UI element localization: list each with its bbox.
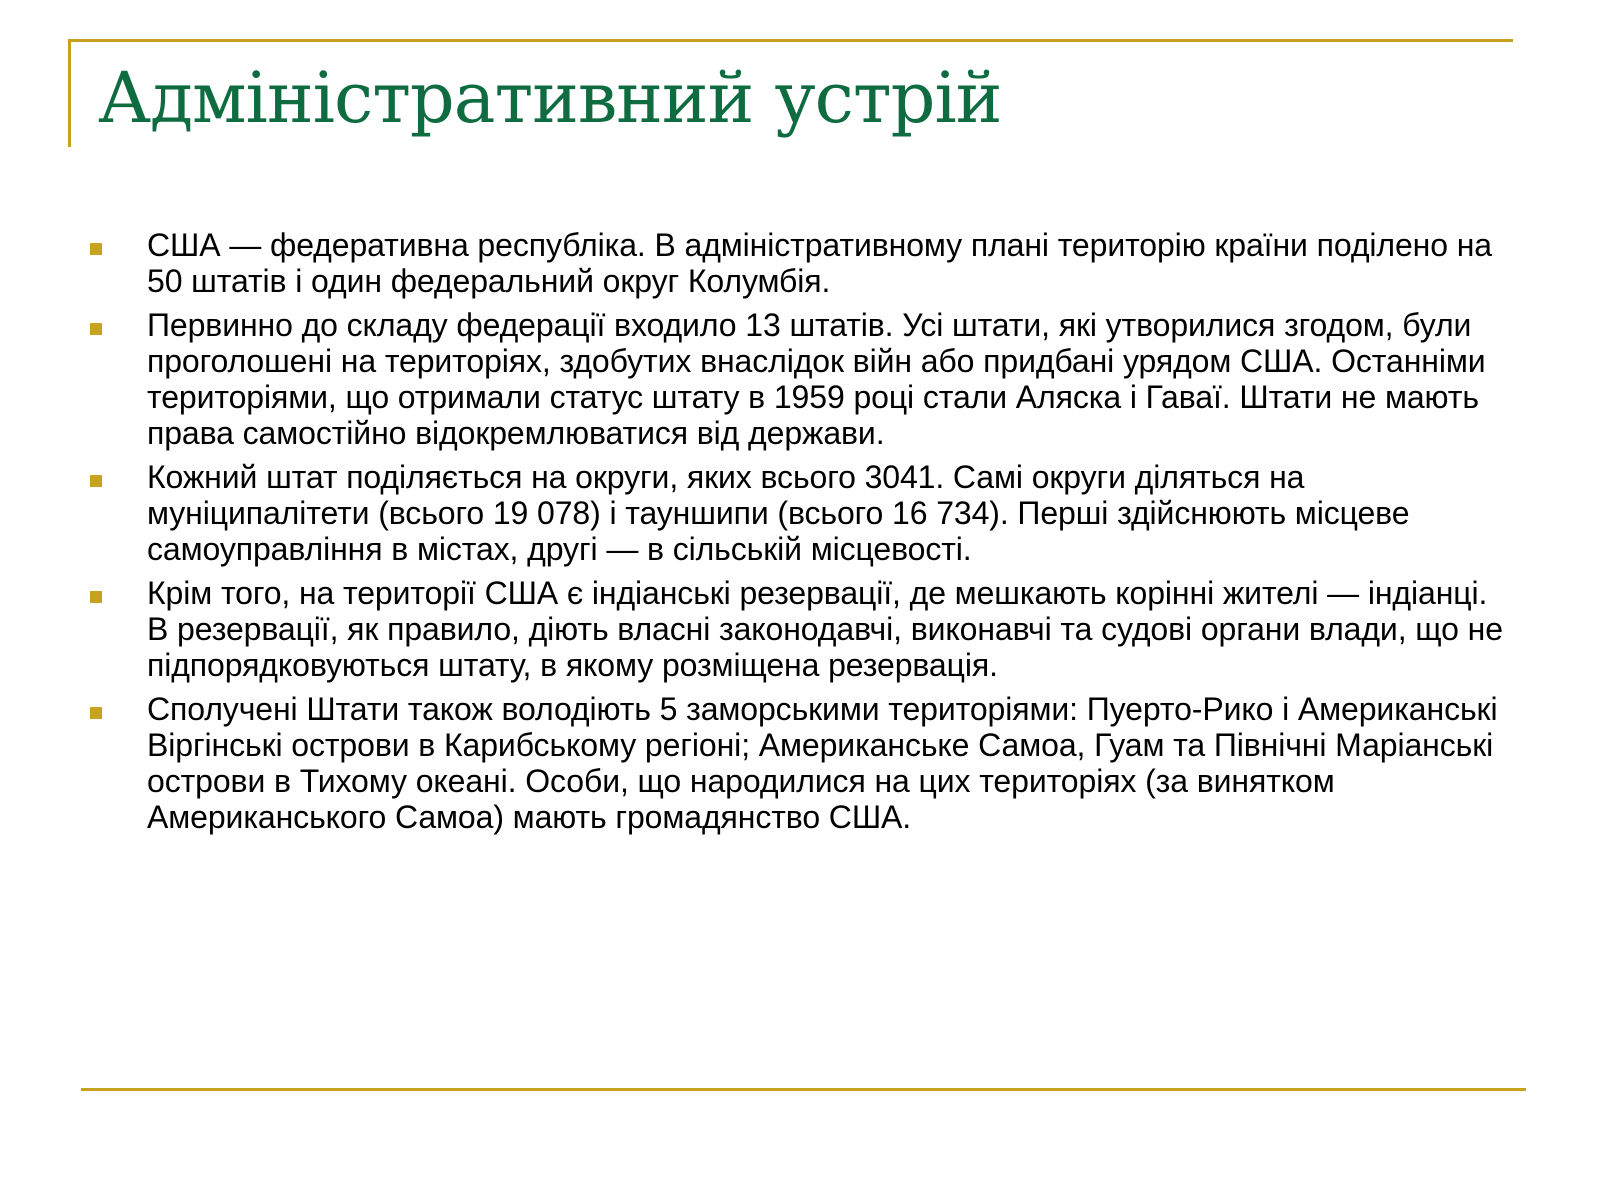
bullet-text: Крім того, на території США є індіанські резервації, де мешкають корінні жителі — індіанці. В резервації, як правило, діють власні законодавчі, виконавчі та судові органи влади, що не підпорядковуються штату, в якому розміщена резервація. — [147, 575, 1503, 683]
left-divider — [68, 39, 71, 147]
square-bullet-icon — [90, 475, 102, 487]
bullet-text: Кожний штат поділяється на округи, яких всього 3041. Самі округи діляться на муніципалітети (всього 19 078) і тауншипи (всього 16 734). Перші здійснюють місцеве самоуправління в містах, другі — в сільській місцевості. — [147, 459, 1410, 567]
bottom-divider — [81, 1088, 1526, 1091]
bullet-text: Сполучені Штати також володіють 5 заморськими територіями: Пуерто-Рико і Американські Віргінські острови в Карибському регіоні; Американське Самоа, Гуам та Північні Маріанські острови в Тихому океані. Особи, що народилися на цих територіях (за винятком Американського Самоа) мають громадянство США. — [147, 691, 1498, 835]
bullet-list — [90, 227, 1510, 843]
bullet-item-4 — [90, 575, 1510, 683]
square-bullet-icon — [90, 707, 102, 719]
slide-title: Адміністративний устрій — [98, 57, 1002, 139]
bullet-item-3 — [90, 459, 1510, 567]
bullet-item-5 — [90, 691, 1510, 835]
bullet-item-1 — [90, 227, 1510, 299]
top-divider — [68, 39, 1513, 42]
square-bullet-icon — [90, 591, 102, 603]
bullet-text: Первинно до складу федерації входило 13 штатів. Усі штати, які утворилися згодом, були проголошені на територіях, здобутих внаслідок війн або придбані урядом США. Останніми територіями, що отримали статус штату в 1959 році стали Аляска і Гаваї. Штати не мають права самостійно відокремлюватися від держави. — [147, 307, 1486, 451]
square-bullet-icon — [90, 243, 102, 255]
bullet-text: США — федеративна республіка. В адміністративному плані територію країни поділено на 50 штатів і один федеральний округ Колумбія. — [147, 227, 1493, 299]
square-bullet-icon — [90, 323, 102, 335]
bullet-item-2 — [90, 307, 1510, 451]
